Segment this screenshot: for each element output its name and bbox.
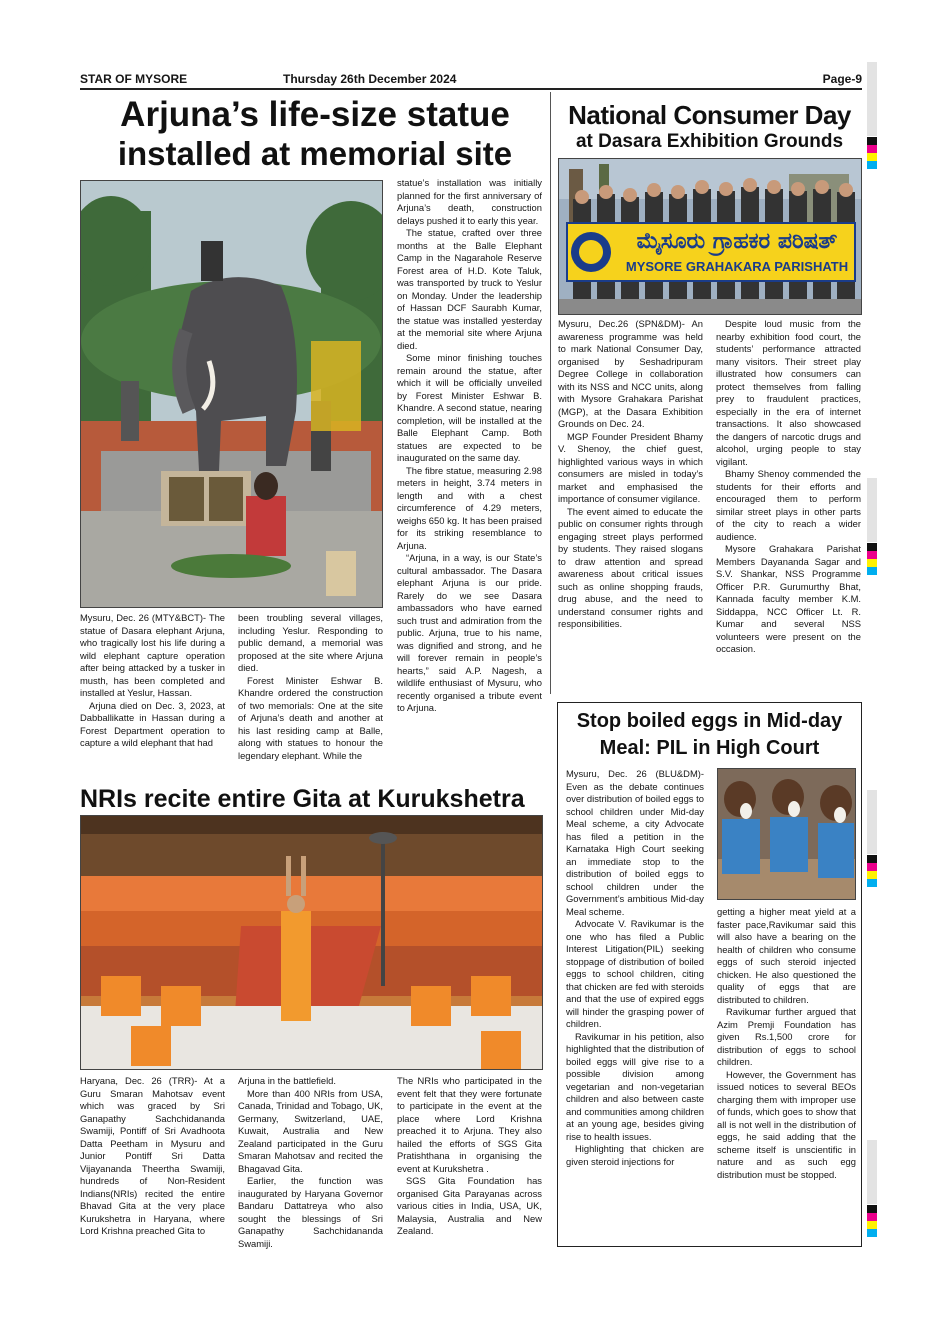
- paragraph: The event aimed to educate the public on consumer rights through engaging street plays performed by students. They raised slogans to draw attention and spread awareness about critical issues such as online shopping frauds, drug abuse, and the need to understand consumer rights and responsibilities.: [558, 505, 703, 629]
- paragraph: SGS Gita Foundation has organised Gita Parayanas across various cities in India, USA, UK, Malaysia, Australia and New Zealand.: [397, 1175, 542, 1236]
- paragraph: Mysuru, Dec. 26 (BLU&DM)- Even as the debate continues over distribution of boiled eggs to school children under Mid-day Meal scheme, a city Advocate has filed a petition in the Karnataka High Court seeking an immediate stop to the distribution of boiled eggs to school children under the Government’s ambitious Mid-day Meal scheme.: [566, 768, 704, 917]
- paragraph: statue’s installation was initially planned for the first anniversary of Arjuna’s death, construction delays pushed it to early this year.: [397, 177, 542, 226]
- paragraph: Forest Minister Eshwar B. Khandre ordered the construction of two memorials: One at the site of Arjuna’s death and another at his last residing camp at Balle, along with statues to honour the legendary elephant. While the: [238, 674, 383, 761]
- gita-recital-photo: [80, 815, 543, 1070]
- gita-hall-illustration: [81, 816, 543, 1070]
- margin-bar: [867, 62, 877, 136]
- children-eating-eggs-photo: [717, 768, 856, 900]
- paragraph: The fibre statue, measuring 2.98 meters in height, 3.74 meters in length and with a chest circumference of 4.29 meters, weighs 650 kg. It has been praised for its striking resemblance to Arjuna.: [397, 464, 542, 551]
- paragraph: “Arjuna, in a way, is our State’s cultural ambassador. The Dasara elephant Arjuna is our pride. Rarely do we see Dasara ambassadors who have earned such trust and admiration from the public. Arjuna, true to his name, was dignified and strong, and he will forever remain in people’s hearts,” said A.P. Nagesh, a wildlife enthusiast of Mysuru, who recently organised a tribute event to Arjuna.: [397, 552, 542, 713]
- arjuna-column-3: [397, 177, 542, 783]
- margin-bar: [867, 478, 877, 542]
- paragraph: Highlighting that chicken are given steroid injections for: [566, 1143, 704, 1167]
- consumer-headline-2: at Dasara Exhibition Grounds: [575, 131, 844, 152]
- paragraph: Bhamy Shenoy commended the students for their efforts and encouraged them to perform similar street plays in other parts of the city to reach a wider audience.: [716, 468, 861, 542]
- paragraph: Mysuru, Dec. 26 (MTY&BCT)- The statue of Dasara elephant Arjuna, who tragically lost his life during a wild elephant capture operation after being attacked by a tusker in musth, has been completed and installed at Yeslur, Hassan.: [80, 612, 225, 698]
- paragraph: The NRIs who participated in the event felt that they were fortunate to participate in the event at the place where Lord Krishna preached it to Arjuna. They also hailed the efforts of SGS Gita Pratishthana in organising the event at Kurukshetra .: [397, 1075, 542, 1174]
- paragraph: getting a higher meat yield at a faster pace,Ravikumar said this will also have a bearing on the health of children who consume eggs of such steroid injected chicken. He also questioned the quality of eggs that are distributed to children.: [717, 906, 856, 1005]
- arjuna-headline: Arjuna’s life-size statue: [120, 95, 510, 134]
- paragraph: Earlier, the function was inaugurated by Haryana Governor Bandaru Dattatreya who also sought the blessings of Sri Ganapathy Sachchidananda Swamiji.: [238, 1175, 383, 1249]
- banner-kannada-text: ಮೈಸೂರು ಗ್ರಾಹಕರ ಪರಿಷತ್: [636, 229, 838, 254]
- registration-marks: [867, 543, 877, 575]
- arjuna-column-1: [80, 612, 225, 782]
- paragraph: Ravikumar further argued that Azim Premji Foundation has given Rs.1,500 crore for distribution of eggs to school children.: [717, 1006, 856, 1067]
- paragraph: More than 400 NRIs from USA, Canada, Trinidad and Tobago, UK, Germany, Switzerland, UAE, Kuwait, Australia and New Zealand participated in the Guru Smaran Mahotsav and recited the Bhagavad Gita.: [238, 1087, 383, 1174]
- eggs-column-1: [566, 768, 704, 1246]
- paragraph: Despite loud music from the nearby exhibition food court, the students’ performance attracted many visitors. Their street play illustrated how consumers can protect themselves from falling prey to fraudulent practices, especially in the era of internet transactions. It also showcased the dangers of narcotic drugs and alcohol, urging people to stay vigilant.: [716, 318, 861, 467]
- paragraph: Haryana, Dec. 26 (TRR)- At a Guru Smaran Mahotsav event which was graced by Sri Ganapathy Sachchidananda Swamiji, Pontiff of Sri Avadhoota Datta Peetham in Mysuru and Junior Pontiff Sri Datta Vijayananda Theertha Swamiji, hundreds of Non-Resident Indians(NRIs) recited the entire Bhavad Gita at the very place Kurukshetra in Haryana, where Lord Krishna preached Gita to: [80, 1075, 225, 1236]
- paragraph: Arjuna in the battlefield.: [238, 1075, 336, 1086]
- margin-bar: [867, 1140, 877, 1204]
- consumer-headline: National Consumer Day: [568, 100, 851, 130]
- registration-marks: [867, 1205, 877, 1237]
- gita-column-2: [238, 1075, 383, 1260]
- eggs-headline: Stop boiled eggs in Mid-day: [576, 710, 843, 732]
- children-illustration: [718, 769, 856, 900]
- eggs-headline-2: Meal: PIL in High Court: [599, 737, 820, 759]
- paragraph: Some minor finishing touches remain around the statue, after which it will be officially unveiled by Forest Minister Eshwar B. Khandre. A second statue, nearing completion, will be installed at the Balle Elephant Camp. Both statues are expected to be inaugurated on the same day.: [397, 352, 542, 463]
- gita-headline: NRIs recite entire Gita at Kurukshetra: [80, 785, 525, 813]
- arjuna-headline-2: installed at memorial site: [117, 135, 513, 172]
- elephant-statue-illustration: [81, 181, 383, 608]
- consumer-column-1: [558, 318, 703, 696]
- banner-english-text: MYSORE GRAHAKARA PARISHATH: [625, 259, 849, 274]
- page-number: Page-9: [822, 72, 862, 86]
- header-rule: [80, 88, 862, 90]
- paragraph: Ravikumar in his petition, also highlighted that the distribution of boiled eggs will give rise to a possible division among vegetarian and non-vegetarian children and also between caste and communities among children at an young age, besides giving rise to health issues.: [566, 1030, 704, 1142]
- paragraph: Advocate V. Ravikumar is the one who has filed a Public Interest Litigation(PIL) seeking stoppage of distribution of boiled eggs to school children, citing that chicken are fed with steroids and that the use of expired eggs will hinder the grasping power of children.: [566, 918, 704, 1029]
- paragraph: However, the Government has issued notices to several BEOs charging them with improper use of funds, which goes to show that all is not well in the distribution of eggs, he said adding that the scheme itself is unscientific in nature and as such egg distribution must be stopped.: [717, 1068, 856, 1180]
- eggs-column-2: [717, 906, 856, 1246]
- paragraph: Mysuru, Dec.26 (SPN&DM)- An awareness programme was held to mark National Consumer Day, organised by Seshadripuram Degree College in collaboration with its NSS and NCC units, along with Mysore Grahakara Parishat (MGP), at the Dasara Exhibition Grounds on Dec. 24.: [558, 318, 703, 429]
- registration-marks: [867, 855, 877, 887]
- consumer-column-2: [716, 318, 861, 696]
- issue-date: Thursday 26th December 2024: [283, 72, 457, 86]
- margin-bar: [867, 790, 877, 854]
- gita-column-3: [397, 1075, 542, 1260]
- arjuna-statue-photo: [80, 180, 383, 608]
- paragraph: Mysore Grahakara Parishat Members Dayananda Sagar and S.V. Shankar, NSS Programme Officer P.R. Gurumurthy Bhat, Kannada faculty member K.M. Siddappa, NCC Officer Lt. R. Kumar and several NSS volunteers were present on the occasion.: [716, 543, 861, 654]
- paragraph: The statue, crafted over three months at the Balle Elephant Camp in the Nagarahole Reserve Forest area of H.D. Kote Taluk, was transported by truck to Yeslur on Monday. Under the leadership of Hassan DCF Saurabh Kumar, the statue was installed yesterday at the memorial site where Arjuna died.: [397, 227, 542, 351]
- column-divider: [550, 92, 551, 694]
- arjuna-column-2: [238, 612, 383, 782]
- registration-marks: [867, 137, 877, 169]
- paragraph: Arjuna died on Dec. 3, 2023, at Dabballikatte in Hassan during a Forest Department operation to capture a wild elephant that had: [80, 699, 225, 748]
- paragraph: MGP Founder President Bhamy V. Shenoy, the chief guest, highlighted various ways in which consumers are misled in today’s market and emphasised the importance of consumer vigilance.: [558, 430, 703, 504]
- gita-column-1: [80, 1075, 225, 1260]
- paper-name: STAR OF MYSORE: [80, 72, 188, 86]
- consumer-day-photo: [558, 158, 862, 315]
- paragraph: been troubling several villages, including Yeslur. Responding to public demand, a memorial was proposed at the site where Arjuna died.: [238, 612, 383, 673]
